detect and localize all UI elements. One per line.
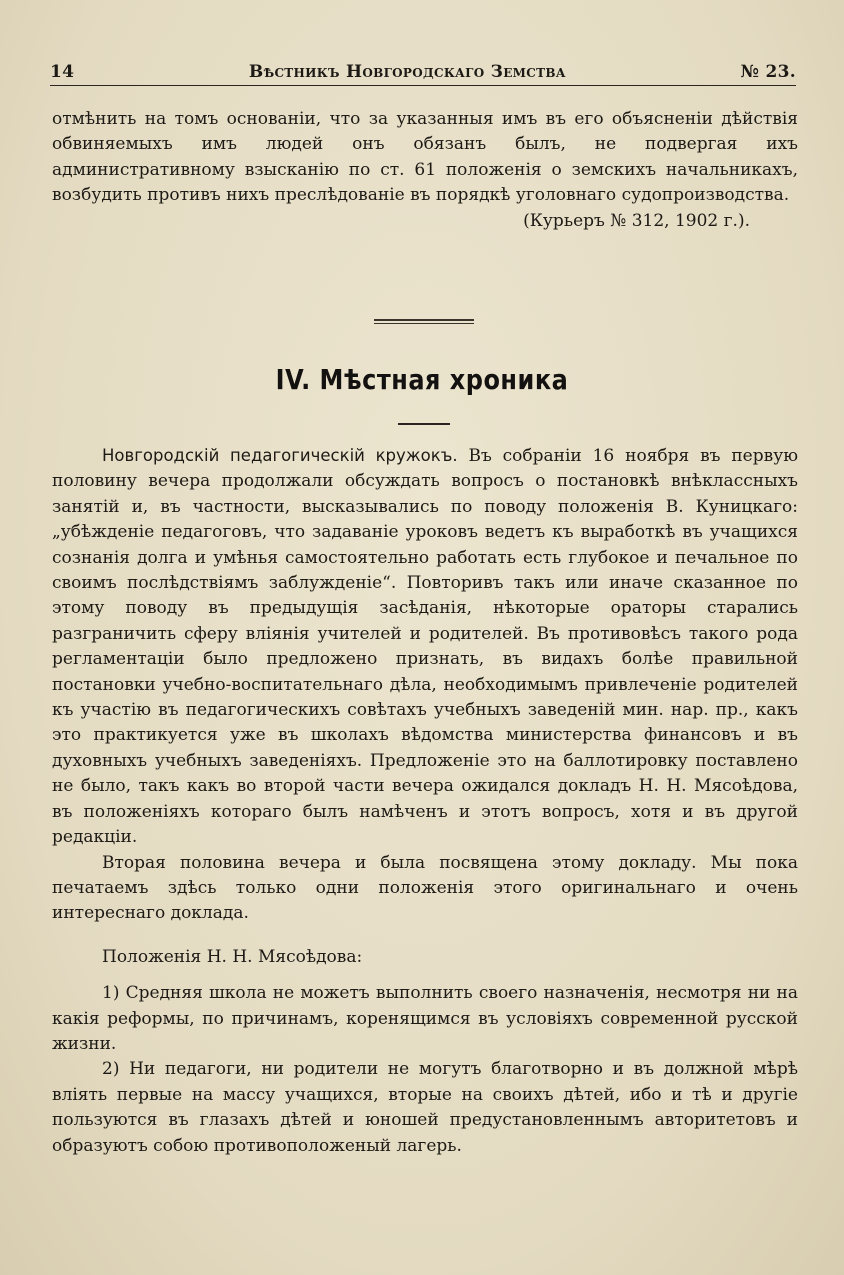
theses-heading: Положенія Н. Н. Мясоѣдова: bbox=[102, 946, 363, 967]
title-underline bbox=[398, 423, 450, 425]
page-number: 14 bbox=[50, 62, 75, 82]
section-title: IV. Мѣстная хроника bbox=[275, 363, 569, 397]
chronicle-body bbox=[52, 443, 798, 1159]
article-paragraph bbox=[52, 443, 798, 851]
continued-paragraph bbox=[52, 107, 798, 234]
journal-title: Вѣстникъ Новгородскаго Земства bbox=[248, 62, 566, 82]
issue-number: № 23. bbox=[740, 62, 796, 82]
paragraph-text: отмѣнить на томъ основаніи, что за указанныя имъ въ его объясненіи дѣйствія обвиняемыхъ имъ людей онъ обязанъ былъ, не подвергая ихъ административному взысканію по ст. 61 положенія о земскихъ начальникахъ, возбудить противъ нихъ преслѣдованіе въ порядкѣ уголовнаго судопроизводства. bbox=[52, 109, 798, 206]
thesis-item: 2) Ни педагоги, ни родители не могутъ благотворно и въ должной мѣрѣ вліять первые на массу учащихся, вторые на своихъ дѣтей, ибо и тѣ и другіе пользуются въ глазахъ дѣтей и юношей предустановленнымъ авторитетовъ и образуютъ собою противоположеный лагерь. bbox=[52, 1059, 798, 1156]
article-paragraph: Вторая половина вечера и была посвящена этому докладу. Мы пока печатаемъ здѣсь только одни положенія этого оригинальнаго и очень интереснаго доклада. bbox=[52, 852, 798, 924]
source-citation: (Курьеръ № 312, 1902 г.). bbox=[523, 210, 750, 231]
section-divider bbox=[374, 317, 474, 326]
running-header bbox=[50, 56, 796, 86]
article-lead-heading: Новгородскій педагогическій кружокъ. bbox=[102, 446, 458, 465]
thesis-item: 1) Средняя школа не можетъ выполнить своего назначенія, несмотря ни на какія реформы, по причинамъ, коренящимся въ условіяхъ современной русской жизни. bbox=[52, 983, 798, 1054]
article-paragraph-text: Въ собраніи 16 ноября въ первую половину вечера продолжали обсуждать вопросъ о постановкѣ внѣклассныхъ занятій и, въ частности, высказывались по поводу положенія В. Куницкаго: „убѣжденіе педагоговъ, что задаваніе уроковъ ведетъ къ выработкѣ въ учащихся сознанія долга и умѣнья самостоятельно работать есть глубокое и печальное по своимъ послѣдствіямъ заблужденіе“. Повторивъ такъ или иначе сказанное по этому поводу въ предыдущія засѣданія, нѣкоторые ораторы старались разграничить сферу вліянія учителей и родителей. Въ противовѣсъ такого рода регламентаціи было предложено признать, въ видахъ болѣе правильной постановки учебно-воспитательнаго дѣла, необходимымъ привлеченіе родителей къ участію въ педагогическихъ совѣтахъ учебныхъ заведеній мин. нар. пр., какъ это практикуется уже въ школахъ вѣдомства министерства финансовъ и въ духовныхъ учебныхъ заведеніяхъ. Предложеніе это на баллотировку поставлено не было, такъ какъ во второй части вечера ожидался докладъ Н. Н. Мясоѣдова, въ положеніяхъ котораго былъ намѣченъ и этотъ вопросъ, хотя и въ другой редакціи. bbox=[52, 446, 799, 848]
